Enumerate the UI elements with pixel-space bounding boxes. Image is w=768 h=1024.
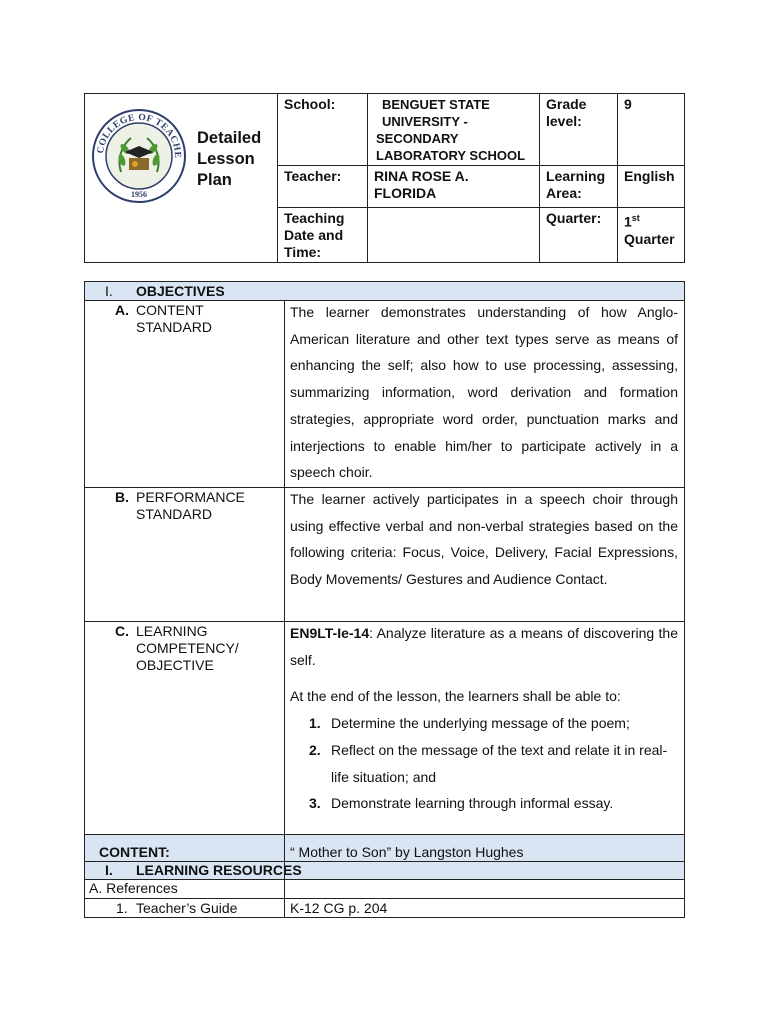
area-value: English (624, 168, 675, 184)
objectives-heading-row (85, 282, 684, 300)
objective-text: Demonstrate learning through informal essay. (331, 795, 614, 812)
content-value: “ Mother to Son” by Langston Hughes (290, 844, 524, 860)
teachers-guide-row (85, 898, 684, 918)
grade-value-cell (617, 94, 685, 165)
competency-letter: C. (115, 623, 129, 639)
content-value-cell (284, 835, 684, 861)
teachers-guide-value-cell (284, 899, 684, 918)
references-value-cell (284, 880, 684, 898)
area-label-cell (539, 165, 617, 207)
content-standard-text: The learner demonstrates understanding of how Anglo-American literature and other text types serve as means of enhancing the self; also how to use processing, assessing, summarizing information, word derivation and formation strategies, appropriate word order, punctuation marks and interjections to enable him/her to participate actively in a speech choir. (290, 304, 678, 481)
objective-item (285, 790, 684, 817)
header-table (84, 93, 685, 263)
competency-code-paragraph (285, 620, 684, 673)
lesson-plan-table (84, 281, 685, 918)
quarter-number: 1 (624, 213, 632, 230)
area-label-line-2: Area: (546, 185, 582, 201)
school-label: School: (284, 96, 336, 112)
quarter-label-cell (539, 207, 617, 263)
content-standard-text-cell (284, 301, 684, 487)
objective-item (285, 737, 684, 790)
content-label: CONTENT: (99, 844, 170, 860)
grade-label-line-2: level: (546, 113, 582, 129)
references-row (85, 879, 684, 898)
teachers-guide-label: Teacher’s Guide (136, 900, 238, 916)
school-value-cell (367, 94, 539, 165)
objective-text: Reflect on the message of the text and relate it in real-life situation; and (331, 741, 668, 785)
learning-competency-row (85, 621, 684, 834)
date-label-line-1: Teaching (284, 210, 345, 226)
seal-arc-text: COLLEGE OF TEACHE (95, 112, 183, 159)
performance-standard-label-line-2: STANDARD (136, 506, 212, 522)
competency-label-cell (85, 622, 284, 834)
teachers-guide-label-cell (85, 899, 284, 918)
teacher-line-1: RINA ROSE A. (374, 168, 469, 184)
references-label-cell (85, 880, 284, 898)
quarter-value-cell (617, 207, 685, 263)
title-line-3: Plan (197, 171, 232, 189)
performance-standard-row (85, 487, 684, 621)
teacher-label: Teacher: (284, 168, 342, 184)
content-standard-label-line-2: STANDARD (136, 319, 212, 335)
area-label-line-1: Learning (546, 168, 606, 184)
school-label-cell (277, 94, 367, 165)
college-seal-logo (91, 108, 187, 204)
teacher-value-cell (367, 165, 539, 207)
teachers-guide-number: 1. (116, 900, 128, 916)
school-line-4: LABORATORY SCHOOL (376, 148, 526, 163)
school-line-1: BENGUET STATE (382, 97, 490, 112)
content-standard-letter: A. (115, 302, 129, 318)
school-line-3: SECONDARY (376, 131, 459, 146)
competency-code: EN9LT-Ie-14 (290, 625, 370, 641)
objective-number: 1. (309, 715, 321, 732)
content-row (85, 834, 684, 861)
teacher-line-2: FLORIDA (374, 185, 437, 201)
competency-intro: At the end of the lesson, the learners shall be able to: (290, 688, 621, 705)
quarter-ordinal: st (631, 213, 640, 223)
resources-number: I. (105, 862, 113, 878)
performance-standard-label-line-1: PERFORMANCE (136, 489, 245, 505)
area-value-cell (617, 165, 685, 207)
quarter-label: Quarter: (546, 210, 602, 226)
seal-year: 1956 (131, 190, 147, 199)
content-standard-label-cell (85, 301, 284, 487)
objectives-heading: OBJECTIVES (136, 283, 225, 299)
objective-number: 2. (309, 741, 321, 758)
objective-number: 3. (309, 795, 321, 812)
objective-text: Determine the underlying message of the poem; (331, 715, 630, 732)
school-line-2: UNIVERSITY - (382, 114, 468, 129)
competency-label-line-2: COMPETENCY/ (136, 640, 239, 656)
resources-heading-row (85, 861, 684, 879)
date-label-line-3: Time: (284, 244, 322, 260)
date-label-cell (277, 207, 367, 263)
grade-label-cell (539, 94, 617, 165)
content-standard-label-line-1: CONTENT (136, 302, 204, 318)
content-standard-row (85, 300, 684, 487)
resources-divider (284, 862, 285, 879)
competency-code-text: : Analyze literature as a means of discovering the self. (290, 625, 678, 668)
date-value-cell (367, 207, 539, 263)
competency-text-cell (284, 622, 684, 834)
title-line-1: Detailed (197, 129, 262, 147)
quarter-word: Quarter (624, 230, 675, 247)
document-title (197, 128, 261, 191)
date-label-line-2: Date and (284, 227, 344, 243)
resources-heading: LEARNING RESOURCES (136, 862, 302, 878)
competency-objective-list (285, 710, 684, 817)
performance-standard-letter: B. (115, 489, 129, 505)
content-standard-label (136, 302, 212, 336)
performance-standard-text: The learner actively participates in a speech choir through using effective verbal and non-verbal strategies based on the following criteria: Focus, Voice, Delivery, Facial Expressions, Body Movements/ Gestures and Audience Contact. (290, 491, 678, 588)
teacher-label-cell (277, 165, 367, 207)
grade-value: 9 (624, 96, 632, 112)
competency-label (136, 623, 239, 674)
performance-standard-label-cell (85, 488, 284, 621)
teachers-guide-value: K-12 CG p. 204 (290, 900, 388, 916)
competency-label-line-3: OBJECTIVE (136, 657, 214, 673)
performance-standard-text-cell (284, 488, 684, 621)
objective-item (285, 710, 684, 737)
objectives-number: I. (105, 283, 113, 299)
title-line-2: Lesson (197, 150, 255, 168)
performance-standard-label (136, 489, 245, 523)
competency-label-line-1: LEARNING (136, 623, 208, 639)
grade-label-line-1: Grade (546, 96, 587, 112)
references-label: A. References (89, 880, 178, 896)
content-label-cell (85, 835, 284, 861)
